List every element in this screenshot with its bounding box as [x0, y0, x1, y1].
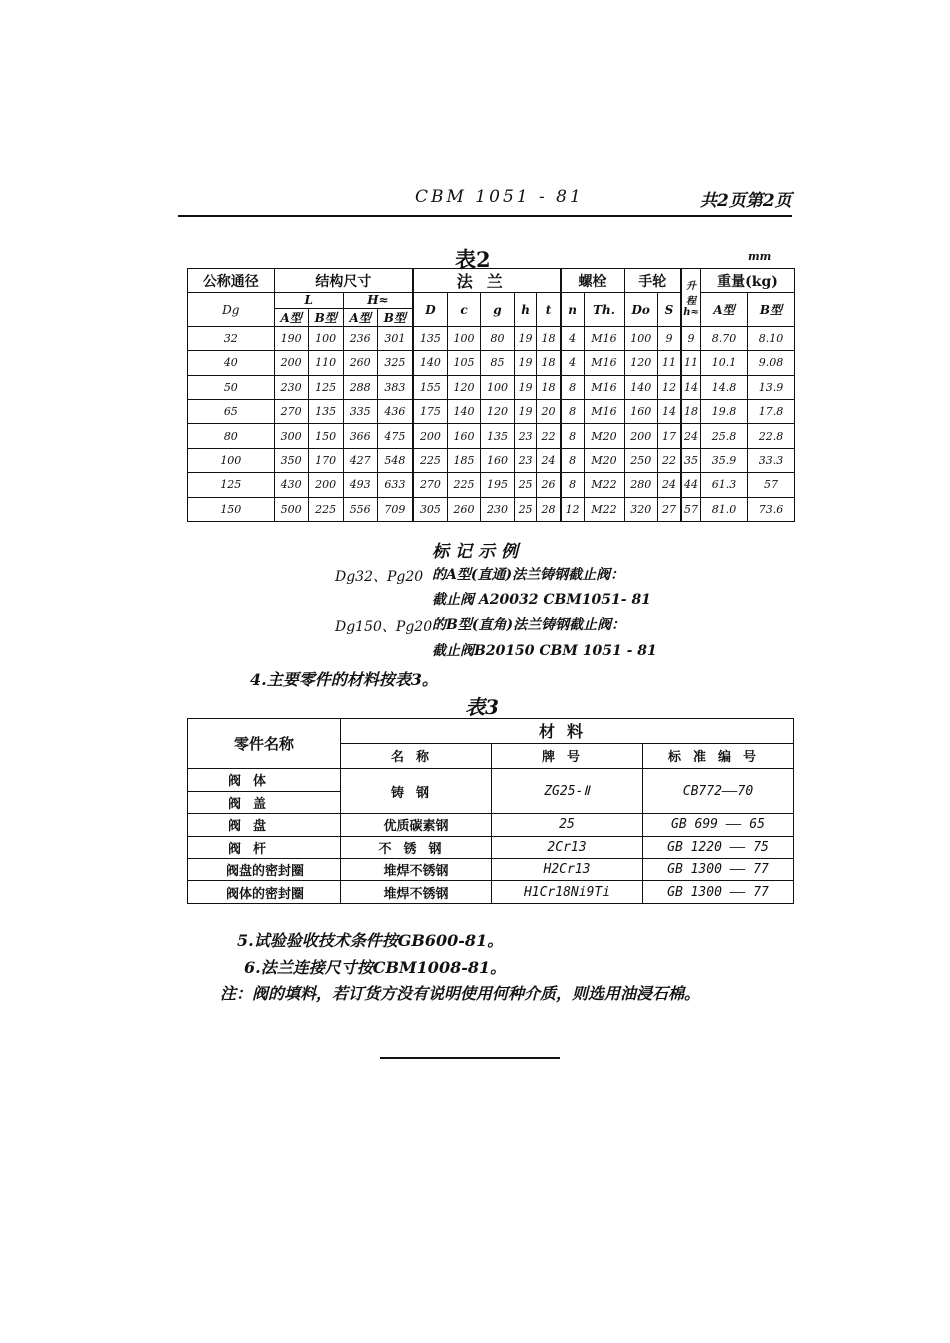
cell-H-a: 335	[343, 400, 377, 424]
cell-g: 120	[481, 400, 514, 424]
header-lift: 升程h≈	[681, 269, 701, 327]
material-grade: ZG25-Ⅱ	[492, 769, 643, 814]
part-name: 阀盖	[188, 791, 341, 813]
table-row	[188, 400, 795, 424]
header-standard: 标准编号	[643, 743, 794, 769]
cell-th: M16	[584, 375, 624, 399]
cell-do: 100	[624, 326, 657, 350]
dimension-table	[187, 268, 795, 522]
cell-lift: 44	[681, 473, 701, 497]
cell-h: 25	[514, 497, 537, 521]
cell-th: M20	[584, 448, 624, 472]
cell-L-b: 135	[308, 400, 343, 424]
cell-s: 24	[657, 473, 681, 497]
table-row	[188, 769, 794, 791]
cell-lift: 14	[681, 375, 701, 399]
header-nominal-dia: 公称通径	[188, 269, 275, 293]
cell-lift: 9	[681, 326, 701, 350]
cell-s: 9	[657, 326, 681, 350]
cell-th: M16	[584, 326, 624, 350]
cell-g: 80	[481, 326, 514, 350]
cell-weight-a: 61.3	[701, 473, 748, 497]
cell-c: 225	[447, 473, 480, 497]
cell-H-a: 366	[343, 424, 377, 448]
cell-s: 14	[657, 400, 681, 424]
table-row	[188, 859, 794, 881]
cell-H-b: 383	[377, 375, 413, 399]
cell-weight-a: 35.9	[701, 448, 748, 472]
cell-c: 140	[447, 400, 480, 424]
cell-L-a: 270	[274, 400, 308, 424]
cell-weight-a: 10.1	[701, 351, 748, 375]
cell-H-a: 556	[343, 497, 377, 521]
header-D: D	[413, 293, 447, 327]
cell-weight-b: 13.9	[747, 375, 794, 399]
header-material-name: 名称	[341, 743, 492, 769]
header-L-b: B型	[308, 308, 343, 326]
header-t: t	[537, 293, 561, 327]
cell-t: 22	[537, 424, 561, 448]
part-name: 阀体的密封圈	[188, 881, 341, 904]
material-name: 优质碳素钢	[341, 814, 492, 836]
example-line3-right: 的B型(直角)法兰铸钢截止阀：	[432, 617, 626, 633]
cell-L-b: 200	[308, 473, 343, 497]
cell-L-a: 300	[274, 424, 308, 448]
cell-H-b: 709	[377, 497, 413, 521]
material-name: 铸钢	[341, 769, 492, 814]
cell-h: 25	[514, 473, 537, 497]
header-part-name: 零件名称	[188, 719, 341, 769]
material-standard: GB 1300 —— 77	[643, 881, 794, 904]
cell-h: 19	[514, 351, 537, 375]
cell-D: 175	[413, 400, 447, 424]
cell-H-b: 548	[377, 448, 413, 472]
cell-c: 105	[447, 351, 480, 375]
header-material: 材料	[341, 719, 794, 744]
cell-L-a: 190	[274, 326, 308, 350]
cell-D: 155	[413, 375, 447, 399]
cell-th: M22	[584, 473, 624, 497]
table-row	[188, 881, 794, 904]
cell-n: 8	[561, 448, 585, 472]
cell-dg: 80	[188, 424, 275, 448]
cell-dg: 65	[188, 400, 275, 424]
cell-weight-b: 9.08	[747, 351, 794, 375]
cell-n: 4	[561, 326, 585, 350]
cell-dg: 100	[188, 448, 275, 472]
cell-t: 26	[537, 473, 561, 497]
cell-D: 225	[413, 448, 447, 472]
header-do: Do	[624, 293, 657, 327]
cell-n: 8	[561, 400, 585, 424]
material-name: 堆焊不锈钢	[341, 859, 492, 881]
cell-H-a: 427	[343, 448, 377, 472]
cell-t: 24	[537, 448, 561, 472]
cell-c: 160	[447, 424, 480, 448]
header-H-b: B型	[377, 308, 413, 326]
material-standard: GB 1300 —— 77	[643, 859, 794, 881]
header-h: h	[514, 293, 537, 327]
cell-D: 305	[413, 497, 447, 521]
cell-weight-a: 81.0	[701, 497, 748, 521]
table-row	[188, 375, 795, 399]
material-grade: H2Cr13	[492, 859, 643, 881]
cell-g: 160	[481, 448, 514, 472]
table-row	[188, 836, 794, 858]
example-line1-left: Dg32、Pg20	[335, 569, 424, 585]
material-name: 堆焊不锈钢	[341, 881, 492, 904]
material-name: 不锈钢	[341, 836, 492, 858]
cell-weight-b: 33.3	[747, 448, 794, 472]
cell-H-a: 493	[343, 473, 377, 497]
cell-th: M20	[584, 424, 624, 448]
cell-D: 140	[413, 351, 447, 375]
cell-t: 28	[537, 497, 561, 521]
header-weight: 重量(kg)	[701, 269, 795, 293]
cell-th: M22	[584, 497, 624, 521]
header-L: L	[274, 293, 343, 308]
header-flange: 法兰	[413, 269, 560, 293]
note-6: 6.法兰连接尺寸按CBM1008-81。	[244, 958, 507, 977]
cell-do: 320	[624, 497, 657, 521]
cell-g: 100	[481, 375, 514, 399]
cell-c: 185	[447, 448, 480, 472]
cell-t: 18	[537, 326, 561, 350]
cell-dg: 150	[188, 497, 275, 521]
cell-D: 200	[413, 424, 447, 448]
part-name: 阀体	[188, 769, 341, 791]
cell-L-b: 150	[308, 424, 343, 448]
cell-lift: 18	[681, 400, 701, 424]
cell-lift: 35	[681, 448, 701, 472]
cell-g: 230	[481, 497, 514, 521]
cell-L-a: 230	[274, 375, 308, 399]
header-H: H≈	[343, 293, 413, 308]
cell-L-a: 200	[274, 351, 308, 375]
material-standard: GB 1220 —— 75	[643, 836, 794, 858]
cell-n: 4	[561, 351, 585, 375]
header-L-a: A型	[274, 308, 308, 326]
header-weight-b: B型	[747, 293, 794, 327]
document-code: CBM 1051 - 81	[415, 187, 584, 207]
cell-th: M16	[584, 400, 624, 424]
header-grade: 牌号	[492, 743, 643, 769]
footer-rule	[380, 1057, 560, 1059]
cell-weight-a: 19.8	[701, 400, 748, 424]
example-line4: 截止阀B20150 CBM 1051 - 81	[432, 643, 657, 659]
cell-do: 200	[624, 424, 657, 448]
table-row	[188, 814, 794, 836]
cell-h: 19	[514, 400, 537, 424]
cell-th: M16	[584, 351, 624, 375]
cell-do: 160	[624, 400, 657, 424]
header-c: c	[447, 293, 480, 327]
cell-c: 260	[447, 497, 480, 521]
header-n: n	[561, 293, 585, 327]
cell-c: 120	[447, 375, 480, 399]
material-grade: 25	[492, 814, 643, 836]
cell-L-b: 125	[308, 375, 343, 399]
cell-weight-a: 14.8	[701, 375, 748, 399]
cell-L-b: 170	[308, 448, 343, 472]
table-row	[188, 424, 795, 448]
cell-weight-b: 8.10	[747, 326, 794, 350]
cell-h: 23	[514, 448, 537, 472]
cell-H-b: 436	[377, 400, 413, 424]
header-rule	[178, 215, 792, 217]
material-standard: GB 699 —— 65	[643, 814, 794, 836]
page-info: 共2页第2页	[700, 191, 792, 211]
part-name: 阀盘	[188, 814, 341, 836]
cell-L-a: 500	[274, 497, 308, 521]
header-H-a: A型	[343, 308, 377, 326]
table-row	[188, 497, 795, 521]
cell-c: 100	[447, 326, 480, 350]
cell-L-b: 100	[308, 326, 343, 350]
cell-h: 23	[514, 424, 537, 448]
example-line1-right: 的A型(直通)法兰铸钢截止阀：	[432, 567, 625, 583]
header-struct-size: 结构尺寸	[274, 269, 413, 293]
cell-s: 22	[657, 448, 681, 472]
cell-h: 19	[514, 375, 537, 399]
cell-H-a: 236	[343, 326, 377, 350]
material-standard: CB772——70	[643, 769, 794, 814]
cell-weight-b: 57	[747, 473, 794, 497]
header-s: S	[657, 293, 681, 327]
cell-s: 11	[657, 351, 681, 375]
cell-s: 27	[657, 497, 681, 521]
table-row	[188, 448, 795, 472]
cell-do: 140	[624, 375, 657, 399]
cell-g: 135	[481, 424, 514, 448]
cell-do: 280	[624, 473, 657, 497]
note-4: 4.主要零件的材料按表3。	[250, 670, 438, 689]
table-row	[188, 326, 795, 350]
cell-h: 19	[514, 326, 537, 350]
cell-L-a: 350	[274, 448, 308, 472]
table2-title: 表2	[455, 247, 491, 272]
material-grade: H1Cr18Ni9Ti	[492, 881, 643, 904]
example-title: 标记示例	[432, 542, 524, 562]
part-name: 阀杆	[188, 836, 341, 858]
cell-do: 120	[624, 351, 657, 375]
cell-dg: 32	[188, 326, 275, 350]
part-name: 阀盘的密封圈	[188, 859, 341, 881]
cell-n: 8	[561, 473, 585, 497]
header-dg: Dg	[188, 293, 275, 327]
cell-weight-b: 22.8	[747, 424, 794, 448]
cell-H-a: 260	[343, 351, 377, 375]
header-g: g	[481, 293, 514, 327]
cell-lift: 11	[681, 351, 701, 375]
cell-weight-b: 17.8	[747, 400, 794, 424]
header-bolt: 螺栓	[561, 269, 624, 293]
cell-H-b: 325	[377, 351, 413, 375]
cell-H-b: 301	[377, 326, 413, 350]
cell-dg: 40	[188, 351, 275, 375]
cell-D: 135	[413, 326, 447, 350]
cell-D: 270	[413, 473, 447, 497]
cell-t: 18	[537, 375, 561, 399]
table2-unit: mm	[748, 250, 772, 263]
table-row	[188, 473, 795, 497]
cell-do: 250	[624, 448, 657, 472]
cell-weight-a: 8.70	[701, 326, 748, 350]
cell-lift: 57	[681, 497, 701, 521]
cell-g: 195	[481, 473, 514, 497]
header-th: Th.	[584, 293, 624, 327]
cell-H-b: 633	[377, 473, 413, 497]
cell-lift: 24	[681, 424, 701, 448]
materials-table	[187, 718, 794, 904]
cell-dg: 50	[188, 375, 275, 399]
header-weight-a: A型	[701, 293, 748, 327]
note-remark: 注：阀的填料，若订货方没有说明使用何种介质，则选用油浸石棉。	[220, 984, 701, 1003]
cell-n: 8	[561, 424, 585, 448]
cell-t: 18	[537, 351, 561, 375]
cell-weight-b: 73.6	[747, 497, 794, 521]
cell-t: 20	[537, 400, 561, 424]
cell-n: 12	[561, 497, 585, 521]
cell-L-b: 110	[308, 351, 343, 375]
cell-L-b: 225	[308, 497, 343, 521]
cell-L-a: 430	[274, 473, 308, 497]
table-row	[188, 351, 795, 375]
cell-g: 85	[481, 351, 514, 375]
cell-dg: 125	[188, 473, 275, 497]
cell-weight-a: 25.8	[701, 424, 748, 448]
cell-H-b: 475	[377, 424, 413, 448]
material-grade: 2Cr13	[492, 836, 643, 858]
note-5: 5.试验验收技术条件按GB600-81。	[237, 931, 504, 950]
cell-s: 12	[657, 375, 681, 399]
header-handwheel: 手轮	[624, 269, 681, 293]
table3-title: 表3	[465, 695, 499, 719]
cell-s: 17	[657, 424, 681, 448]
cell-n: 8	[561, 375, 585, 399]
cell-H-a: 288	[343, 375, 377, 399]
example-line2: 截止阀 A20032 CBM1051- 81	[432, 592, 651, 608]
example-line3-left: Dg150、Pg20	[335, 619, 433, 635]
